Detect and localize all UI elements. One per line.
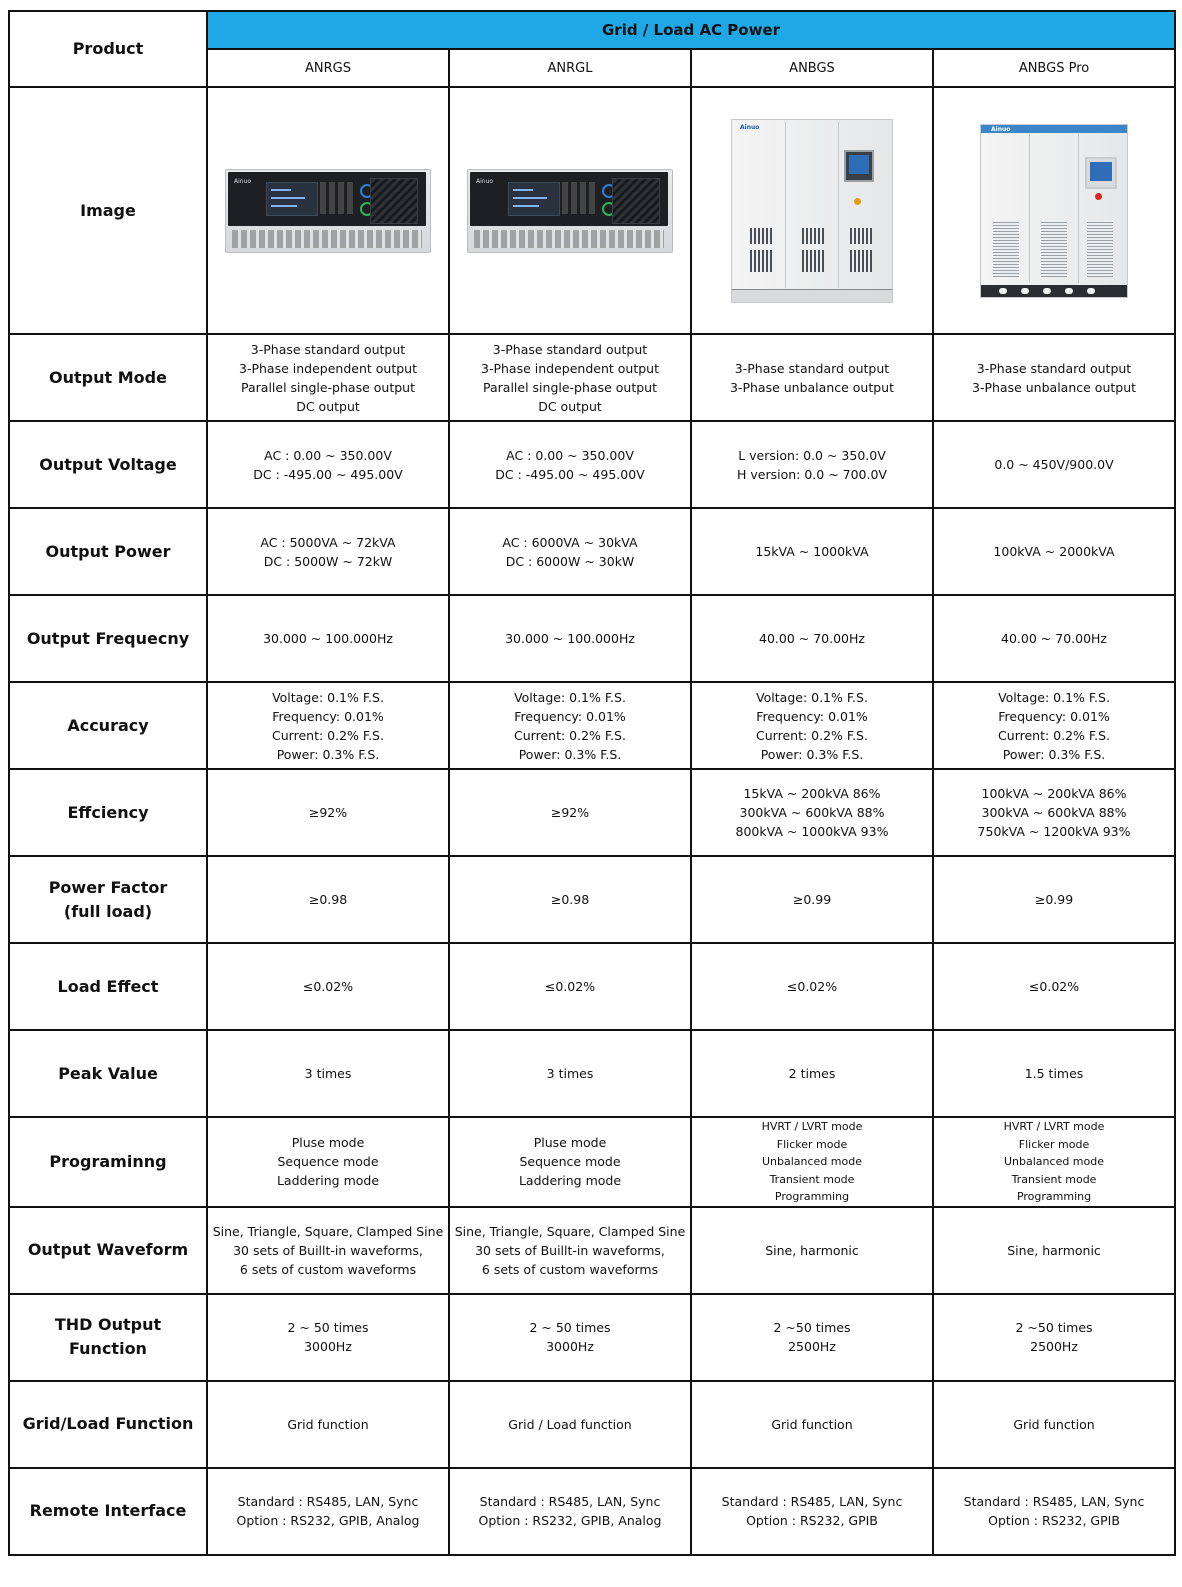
spec-value: Programming (1016, 1190, 1092, 1203)
spec-cell (207, 334, 449, 421)
spec-cell (207, 1468, 449, 1555)
spec-value: Voltage: 0.1% F.S. (272, 689, 384, 705)
spec-comparison-table (8, 10, 1176, 1556)
spec-value: ≤0.02% (544, 979, 596, 994)
model-header: ANRGS (207, 49, 449, 87)
spec-value: 3-Phase independent output (239, 360, 417, 376)
spec-value: 3-Phase unbalance output (972, 379, 1137, 395)
row-label-line: Function (69, 1339, 147, 1358)
spec-row-grid-load-function (9, 1381, 1175, 1468)
spec-value: Pluse mode (291, 1135, 365, 1151)
spec-value: 3-Phase standard output (734, 360, 890, 376)
row-label-output-power: Output Power (9, 508, 207, 595)
spec-value: 15kVA ~ 1000kVA (755, 544, 869, 559)
spec-cell (449, 856, 691, 943)
model-header: ANRGL (449, 49, 691, 87)
spec-value: HVRT / LVRT mode (1003, 1120, 1105, 1133)
spec-value: 100kVA ~ 2000kVA (993, 544, 1115, 559)
spec-row-output-waveform (9, 1207, 1175, 1294)
spec-cell (933, 943, 1175, 1030)
spec-cell (449, 1207, 691, 1294)
row-label-line: (full load) (63, 901, 153, 921)
spec-cell (691, 1381, 933, 1468)
spec-cell (691, 943, 933, 1030)
spec-cell (207, 1294, 449, 1381)
spec-row-thd-output-function (9, 1294, 1175, 1381)
spec-value: ≥92% (308, 805, 348, 820)
brand-logo: Ainuo (234, 177, 252, 185)
spec-value: 3-Phase standard output (492, 341, 648, 357)
spec-value: Current: 0.2% F.S. (998, 727, 1110, 743)
spec-cell (933, 1117, 1175, 1207)
spec-value: 1.5 times (1024, 1066, 1084, 1081)
spec-value: L version: 0.0 ~ 350.0V (738, 447, 886, 463)
spec-value: Standard : RS485, LAN, Sync (721, 1494, 903, 1509)
spec-value: AC : 5000VA ~ 72kVA (260, 534, 396, 550)
spec-cell (207, 421, 449, 508)
spec-row-peak-value (9, 1030, 1175, 1117)
spec-value: Sine, harmonic (1007, 1242, 1101, 1258)
spec-value: Power: 0.3% F.S. (760, 746, 864, 762)
spec-value: 2 ~50 times (1015, 1320, 1093, 1335)
spec-value: Programming (774, 1190, 850, 1203)
cabinet-power-supply-image (731, 119, 893, 303)
spec-value: 3-Phase independent output (481, 360, 659, 376)
spec-value: DC : -495.00 ~ 495.00V (495, 466, 645, 482)
spec-cell (207, 1030, 449, 1117)
spec-value: 3-Phase standard output (976, 360, 1132, 376)
spec-cell (449, 1468, 691, 1555)
spec-cell (207, 1381, 449, 1468)
spec-cell (691, 769, 933, 856)
spec-value: H version: 0.0 ~ 700.0V (737, 466, 887, 482)
spec-value: 3 times (546, 1066, 594, 1081)
spec-cell (207, 856, 449, 943)
spec-value: Current: 0.2% F.S. (514, 727, 626, 743)
spec-value: ≤0.02% (302, 979, 354, 994)
spec-value: Sine, Triangle, Square, Clamped Sine (454, 1223, 686, 1239)
spec-cell (449, 1030, 691, 1117)
spec-cell (207, 769, 449, 856)
spec-value: 6 sets of custom waveforms (481, 1261, 659, 1277)
spec-value: ≥0.98 (550, 892, 590, 907)
spec-value: DC output (538, 398, 602, 414)
spec-value: Flicker mode (776, 1137, 848, 1151)
spec-cell (691, 1468, 933, 1555)
spec-value: Voltage: 0.1% F.S. (998, 689, 1110, 705)
spec-cell (449, 1294, 691, 1381)
spec-value: ≥0.98 (308, 892, 348, 907)
spec-cell (691, 856, 933, 943)
spec-cell (933, 769, 1175, 856)
spec-value: 30 sets of Buillt-in waveforms, (233, 1242, 423, 1258)
spec-cell (449, 421, 691, 508)
product-image-cell (449, 87, 691, 334)
spec-value: Grid function (771, 1416, 853, 1432)
spec-value: Frequency: 0.01% (272, 708, 384, 724)
spec-value: 3-Phase standard output (250, 341, 406, 357)
spec-value: 30 sets of Buillt-in waveforms, (475, 1242, 665, 1258)
spec-value: HVRT / LVRT mode (761, 1120, 863, 1133)
cabinet-power-supply-image (980, 124, 1128, 298)
spec-value: DC : 5000W ~ 72kW (263, 553, 393, 569)
spec-value: 2 ~ 50 times (529, 1320, 611, 1335)
row-label-image: Image (9, 87, 207, 334)
spec-value: Standard : RS485, LAN, Sync (237, 1494, 419, 1509)
spec-value: Frequency: 0.01% (756, 708, 868, 724)
spec-value: 2 times (788, 1066, 836, 1081)
spec-cell (207, 943, 449, 1030)
spec-cell (207, 1207, 449, 1294)
spec-cell (691, 421, 933, 508)
spec-value: Parallel single-phase output (241, 379, 415, 395)
row-label-output-mode: Output Mode (9, 334, 207, 421)
spec-value: 2500Hz (1030, 1339, 1078, 1354)
spec-value: 300kVA ~ 600kVA 88% (739, 805, 885, 820)
spec-value: 100kVA ~ 200kVA 86% (981, 786, 1127, 801)
spec-value: Voltage: 0.1% F.S. (756, 689, 868, 705)
spec-value: 0.0 ~ 450V/900.0V (994, 457, 1114, 472)
spec-cell (207, 508, 449, 595)
spec-value: Parallel single-phase output (483, 379, 657, 395)
spec-value: Grid / Load function (508, 1416, 632, 1432)
spec-value: 30.000 ~ 100.000Hz (505, 631, 635, 646)
spec-cell (691, 595, 933, 682)
spec-value: Laddering mode (276, 1173, 380, 1189)
spec-row-programinng (9, 1117, 1175, 1207)
row-label-remote-interface: Remote Interface (9, 1468, 207, 1555)
spec-value: DC output (296, 398, 360, 414)
spec-cell (933, 421, 1175, 508)
spec-value: 800kVA ~ 1000kVA 93% (735, 824, 889, 839)
row-label-load-effect: Load Effect (9, 943, 207, 1030)
product-image-cell (691, 87, 933, 334)
spec-value: Sequence mode (277, 1154, 379, 1170)
row-label-thd-output-function (9, 1294, 207, 1381)
spec-value: 2 ~50 times (773, 1320, 851, 1335)
spec-cell (691, 1294, 933, 1381)
spec-value: Voltage: 0.1% F.S. (514, 689, 626, 705)
spec-value: Power: 0.3% F.S. (1002, 746, 1106, 762)
spec-cell (933, 682, 1175, 769)
spec-value: Sine, Triangle, Square, Clamped Sine (212, 1223, 444, 1239)
brand-logo: Ainuo (991, 125, 1011, 133)
spec-value: Standard : RS485, LAN, Sync (479, 1494, 661, 1509)
row-label-programinng: Programinng (9, 1117, 207, 1207)
spec-row-output-power (9, 508, 1175, 595)
group-title: Grid / Load AC Power (207, 11, 1175, 49)
spec-value: ≤0.02% (786, 979, 838, 994)
spec-value: 300kVA ~ 600kVA 88% (981, 805, 1127, 820)
spec-cell (691, 508, 933, 595)
spec-cell (933, 595, 1175, 682)
spec-value: Unbalanced mode (761, 1155, 862, 1168)
row-label-line: THD Output (54, 1315, 162, 1334)
spec-value: 3 times (304, 1066, 352, 1081)
spec-value: ≥0.99 (1034, 892, 1074, 907)
spec-cell (207, 682, 449, 769)
spec-row-remote-interface (9, 1468, 1175, 1555)
spec-value: DC : 6000W ~ 30kW (505, 553, 635, 569)
spec-value: AC : 0.00 ~ 350.00V (264, 447, 392, 463)
spec-row-output-mode (9, 334, 1175, 421)
spec-cell (933, 856, 1175, 943)
spec-value: Sine, harmonic (765, 1242, 859, 1258)
spec-value: Option : RS232, GPIB, Analog (236, 1513, 420, 1528)
row-label-accuracy: Accuracy (9, 682, 207, 769)
spec-cell (933, 1294, 1175, 1381)
spec-value: Laddering mode (518, 1173, 622, 1189)
brand-logo: Ainuo (740, 123, 760, 131)
spec-cell (449, 595, 691, 682)
spec-value: ≥0.99 (792, 892, 832, 907)
spec-value: Pluse mode (533, 1135, 607, 1151)
spec-value: 3000Hz (546, 1339, 594, 1354)
row-label-output-voltage: Output Voltage (9, 421, 207, 508)
spec-value: Grid function (287, 1416, 369, 1432)
spec-cell (449, 769, 691, 856)
row-label-peak-value: Peak Value (9, 1030, 207, 1117)
spec-value: Frequency: 0.01% (998, 708, 1110, 724)
row-label-line: Power Factor (48, 877, 168, 897)
spec-value: 6 sets of custom waveforms (239, 1261, 417, 1277)
spec-value: Frequency: 0.01% (514, 708, 626, 724)
spec-value: Flicker mode (1018, 1137, 1090, 1151)
spec-value: DC : -495.00 ~ 495.00V (253, 466, 403, 482)
spec-row-power-factor-full-load (9, 856, 1175, 943)
spec-value: Option : RS232, GPIB (988, 1513, 1120, 1528)
spec-row-accuracy (9, 682, 1175, 769)
spec-row-output-voltage (9, 421, 1175, 508)
spec-cell (207, 1117, 449, 1207)
spec-value: Option : RS232, GPIB, Analog (478, 1513, 662, 1528)
spec-cell (691, 682, 933, 769)
spec-cell (449, 1117, 691, 1207)
spec-value: 2 ~ 50 times (287, 1320, 369, 1335)
spec-value: Standard : RS485, LAN, Sync (963, 1494, 1145, 1509)
spec-cell (933, 508, 1175, 595)
row-label-output-waveform: Output Waveform (9, 1207, 207, 1294)
spec-cell (691, 1207, 933, 1294)
row-label-grid-load-function: Grid/Load Function (9, 1381, 207, 1468)
model-header: ANBGS (691, 49, 933, 87)
spec-value: 40.00 ~ 70.00Hz (1001, 631, 1107, 646)
spec-value: Sequence mode (519, 1154, 621, 1170)
spec-value: Transient mode (1011, 1172, 1097, 1186)
spec-value: Current: 0.2% F.S. (756, 727, 868, 743)
spec-cell (691, 334, 933, 421)
spec-value: 40.00 ~ 70.00Hz (759, 631, 865, 646)
spec-value: 3000Hz (304, 1339, 352, 1354)
row-label-effciency: Effciency (9, 769, 207, 856)
rack-power-supply-image (225, 169, 431, 253)
spec-cell (691, 1030, 933, 1117)
spec-row-load-effect (9, 943, 1175, 1030)
row-label-output-frequecny: Output Frequecny (9, 595, 207, 682)
spec-cell (933, 1468, 1175, 1555)
spec-value: Option : RS232, GPIB (746, 1513, 878, 1528)
spec-cell (933, 1030, 1175, 1117)
spec-cell (449, 943, 691, 1030)
spec-value: 3-Phase unbalance output (729, 379, 895, 395)
spec-cell (449, 1381, 691, 1468)
spec-value: 750kVA ~ 1200kVA 93% (977, 824, 1131, 839)
brand-logo: Ainuo (476, 177, 494, 185)
spec-cell (449, 508, 691, 595)
spec-value: 30.000 ~ 100.000Hz (263, 631, 393, 646)
rack-power-supply-image (467, 169, 673, 253)
spec-value: AC : 6000VA ~ 30kVA (502, 534, 638, 550)
spec-cell (207, 595, 449, 682)
spec-value: 2500Hz (788, 1339, 836, 1354)
spec-value: Grid function (1013, 1416, 1095, 1432)
spec-value: ≥92% (550, 805, 590, 820)
spec-value: Transient mode (769, 1172, 855, 1186)
model-header: ANBGS Pro (933, 49, 1175, 87)
spec-cell (691, 1117, 933, 1207)
spec-cell (933, 334, 1175, 421)
spec-row-output-frequecny (9, 595, 1175, 682)
spec-value: Power: 0.3% F.S. (518, 746, 622, 762)
spec-row-effciency (9, 769, 1175, 856)
product-image-cell (207, 87, 449, 334)
spec-cell (449, 334, 691, 421)
spec-value: ≤0.02% (1028, 979, 1080, 994)
spec-cell (933, 1381, 1175, 1468)
spec-value: Unbalanced mode (1004, 1155, 1105, 1168)
spec-value: Power: 0.3% F.S. (276, 746, 380, 762)
spec-value: 15kVA ~ 200kVA 86% (743, 786, 881, 801)
spec-value: AC : 0.00 ~ 350.00V (506, 447, 634, 463)
spec-cell (933, 1207, 1175, 1294)
spec-value: Current: 0.2% F.S. (272, 727, 384, 743)
product-header-label: Product (9, 11, 207, 87)
product-image-cell (933, 87, 1175, 334)
row-label-power-factor-full-load (9, 856, 207, 943)
spec-cell (449, 682, 691, 769)
